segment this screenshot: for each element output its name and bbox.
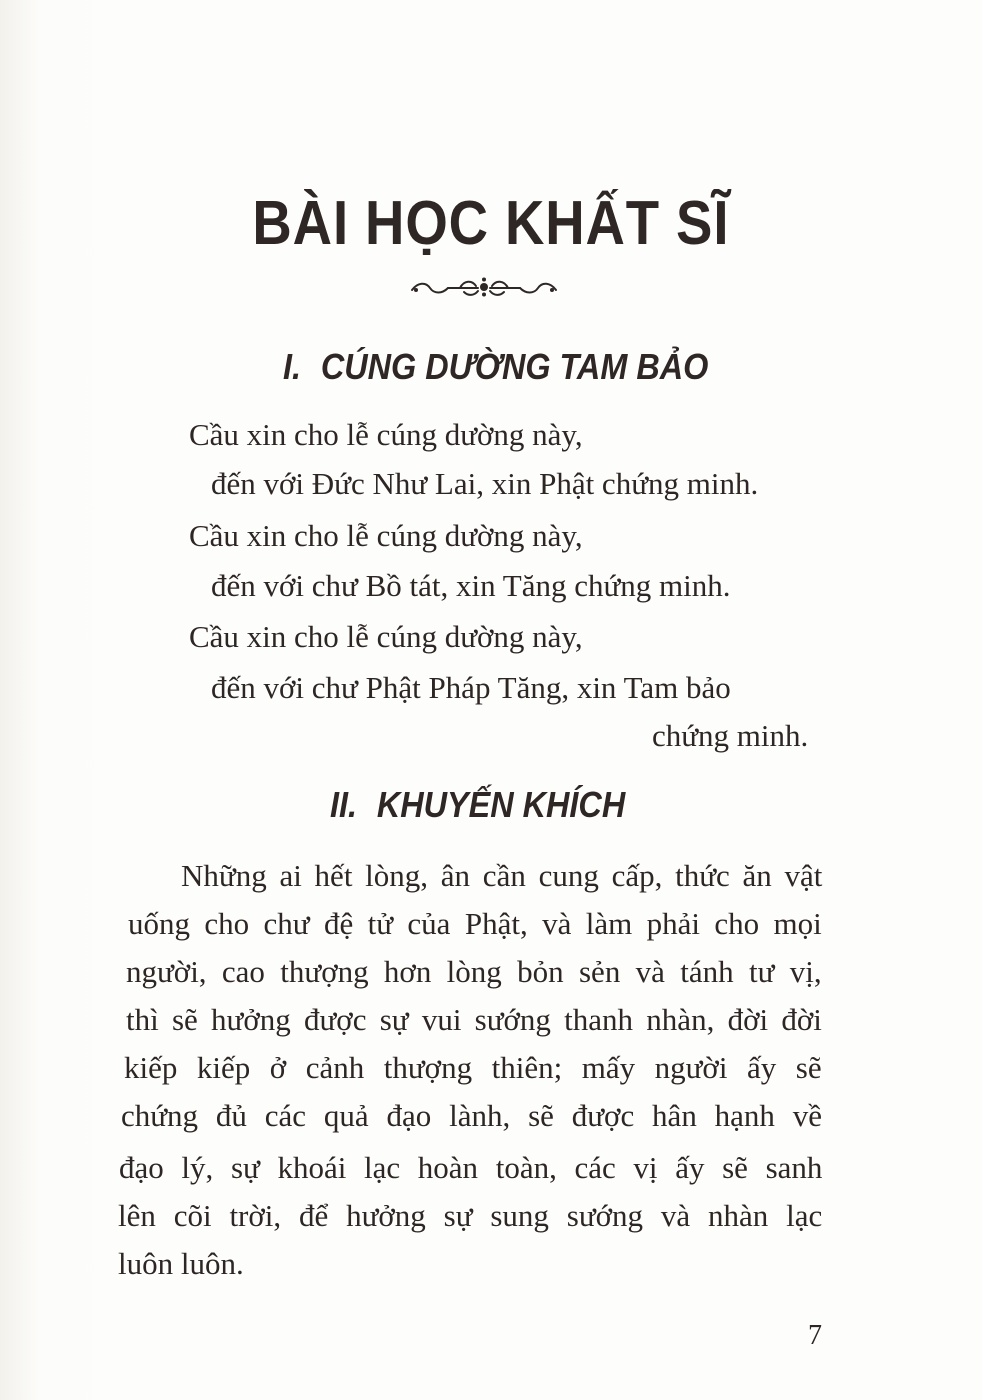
page-number: 7: [808, 1320, 822, 1351]
paragraph-line: chứng đủ các quả đạo lành, sẽ được hân hạnh về: [121, 1098, 823, 1133]
paragraph-line: người, cao thượng hơn lòng bỏn sẻn và tánh tư vị,: [126, 954, 822, 989]
verse-line: đến với chư Bồ tát, xin Tăng chứng minh.: [211, 568, 731, 603]
verse-line: đến với chư Phật Pháp Tăng, xin Tam bảo: [211, 670, 731, 705]
paragraph-line: Những ai hết lòng, ân cần cung cấp, thức ăn vật: [181, 858, 823, 893]
ornament-divider-icon: [408, 276, 560, 298]
paragraph-line: lên cõi trời, để hưởng sự sung sướng và nhàn lạc: [118, 1198, 823, 1233]
section-heading-2: [330, 784, 625, 826]
verse-line: Cầu xin cho lễ cúng dường này,: [189, 417, 583, 452]
section-heading-text: CÚNG DƯỜNG TAM BẢO: [320, 346, 709, 387]
page-title: BÀI HỌC KHẤT SĨ: [252, 189, 730, 258]
verse-line: chứng minh.: [652, 718, 809, 753]
verse-line: Cầu xin cho lễ cúng dường này,: [189, 518, 583, 553]
paragraph-line: đạo lý, sự khoái lạc hoàn toàn, các vị ấy sẽ sanh: [119, 1150, 823, 1185]
section-number: II.: [330, 784, 358, 825]
verse-line: đến với Đức Như Lai, xin Phật chứng minh.: [211, 466, 759, 501]
paragraph-line: luôn luôn.: [118, 1246, 244, 1281]
verse-line: Cầu xin cho lễ cúng dường này,: [189, 619, 583, 654]
paragraph-line: kiếp kiếp ở cảnh thượng thiên; mấy người ấy sẽ: [124, 1050, 822, 1085]
paragraph-line: thì sẽ hưởng được sự vui sướng thanh nhàn, đời đời: [126, 1002, 822, 1037]
section-heading-1: [283, 346, 708, 388]
section-number: I.: [283, 346, 302, 387]
section-heading-text: KHUYẾN KHÍCH: [376, 784, 626, 825]
paragraph-line: uống cho chư đệ tử của Phật, và làm phải cho mọi: [128, 906, 822, 941]
